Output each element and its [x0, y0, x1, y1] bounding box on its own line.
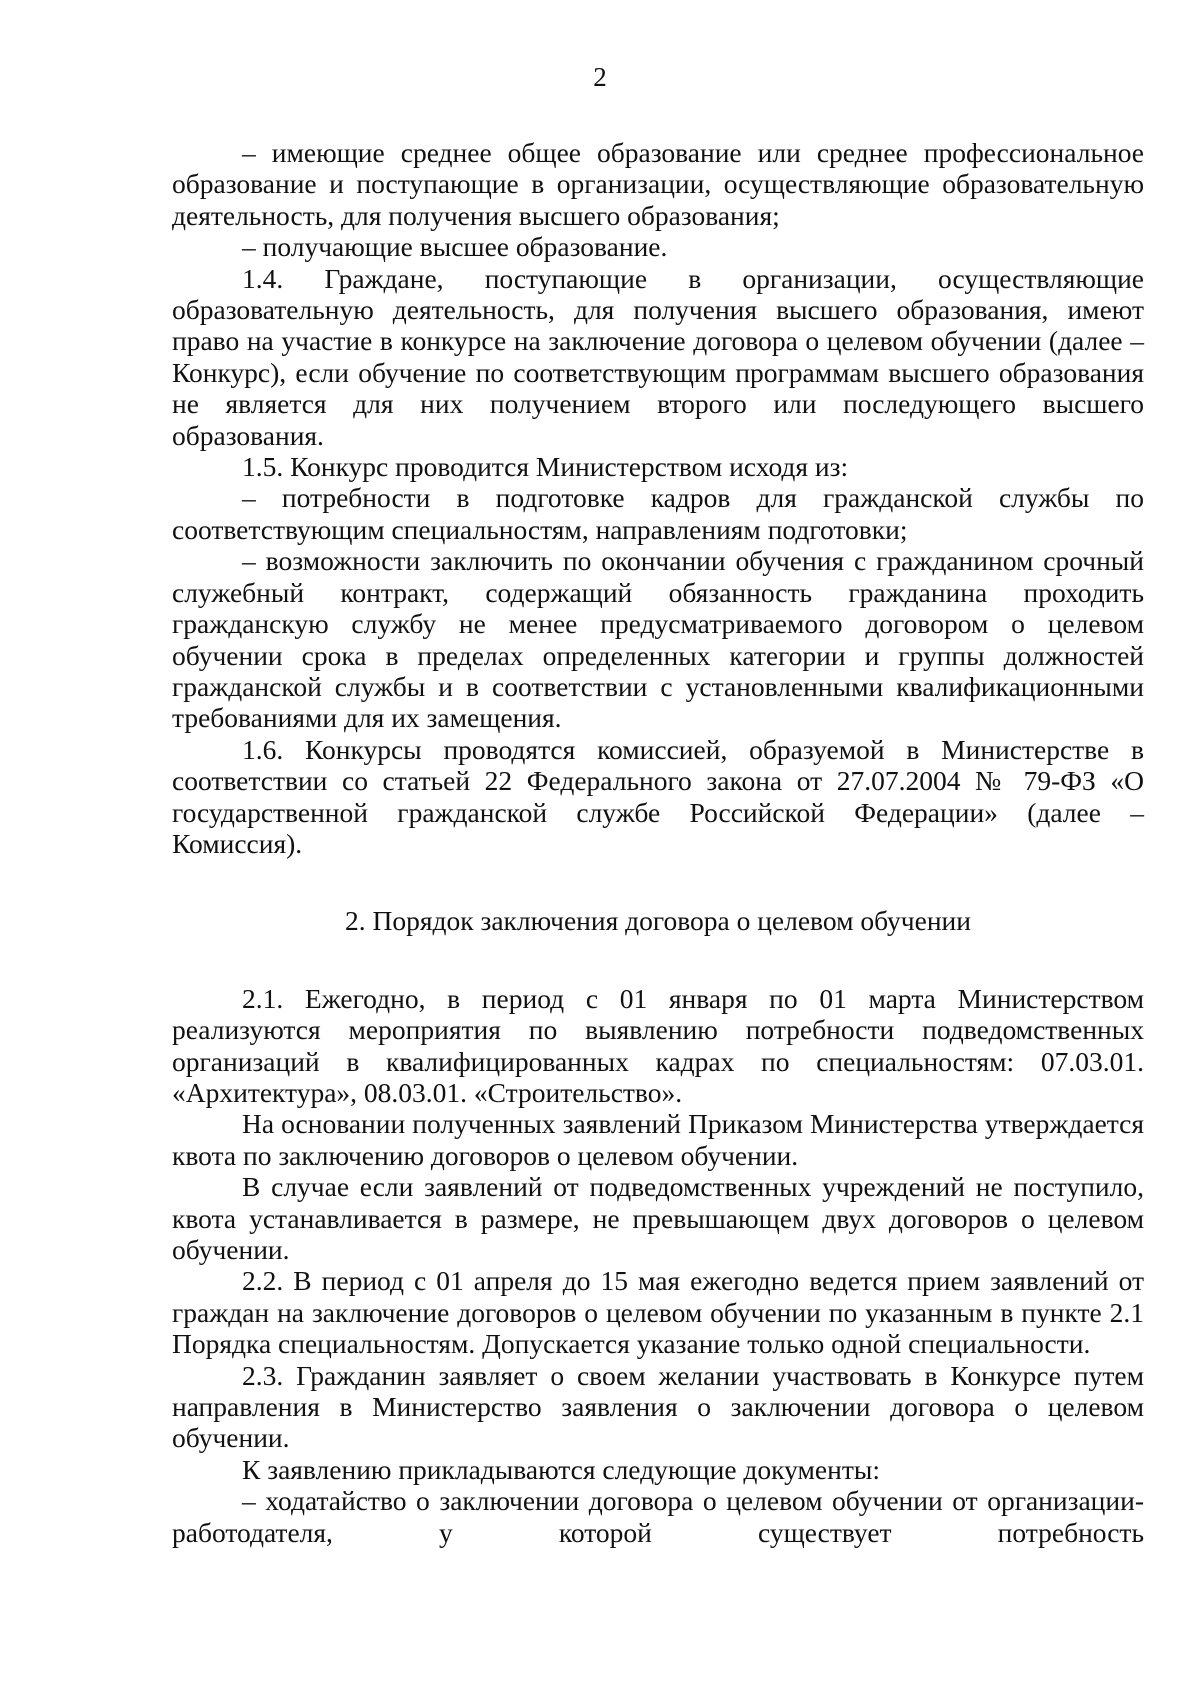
paragraph-service-contract: – возможности заключить по окончании обучения с гражданином срочный служебный контракт, содержащий обязанность гражданина проходить гражданскую службу не менее предусматриваемого договором о целевом обучении срока в пределах определенных категории и группы должностей гражданской службы и в соответствии с установленными квалификационными требованиями для их замещения.	[172, 545, 1144, 734]
paragraph-quota-default: В случае если заявлений от подведомственных учреждений не поступило, квота устанавливается в размере, не превышающем двух договоров о целевом обучении.	[172, 1171, 1144, 1265]
paragraph-2-3: 2.3. Гражданин заявляет о своем желании участвовать в Конкурсе путем направления в Министерство заявления о заключении договора о целевом обучении.	[172, 1359, 1144, 1454]
paragraph-secondary-education: – имеющие среднее общее образование или среднее профессиональное образование и поступающие в организации, осуществляющие образовательную деятельность, для получения высшего образования;	[172, 137, 1144, 231]
page-number: 2	[593, 62, 607, 92]
paragraph-1-5: 1.5. Конкурс проводится Министерством исходя из:	[242, 451, 849, 483]
paragraph-petition: – ходатайство о заключении договора о целевом обучении от организации-работодателя, у которой существует потребность	[172, 1485, 1144, 1548]
paragraph-2-1: 2.1. Ежегодно, в период с 01 января по 01 марта Министерством реализуются мероприятия по выявлению потребности подведомственных организаций в квалифицированных кадрах по специальностям: 07.03.01. «Архитектура», 08.03.01. «Строительство».	[172, 982, 1144, 1108]
paragraph-higher-education: – получающие высшее образование.	[242, 231, 668, 263]
paragraph-quota-order: На основании полученных заявлений Приказом Министерства утверждается квота по заключению договоров о целевом обучении.	[172, 1108, 1144, 1171]
paragraph-2-2: 2.2. В период с 01 апреля до 15 мая ежегодно ведется прием заявлений от граждан на заключение договоров о целевом обучении по указанным в пункте 2.1 Порядка специальностям. Допускается указание только одной специальности.	[172, 1265, 1144, 1360]
document-body	[172, 137, 1144, 1548]
paragraph-documents-intro: К заявлению прикладываются следующие документы:	[242, 1453, 880, 1485]
paragraph-1-6: 1.6. Конкурсы проводятся комиссией, образуемой в Министерстве в соответствии со статьей 22 Федерального закона от 27.07.2004 № 79-ФЗ «О государственной гражданской службе Российской Федерации» (далее – Комиссия).	[172, 733, 1144, 859]
paragraph-staffing-needs: – потребности в подготовке кадров для гражданской службы по соответствующим специальностям, направлениям подготовки;	[172, 482, 1144, 545]
section-heading: 2. Порядок заключения договора о целевом обучении	[344, 905, 971, 937]
paragraph-1-4: 1.4. Граждане, поступающие в организации, осуществляющие образовательную деятельность, для получения высшего образования, имеют право на участие в конкурсе на заключение договора о целевом обучении (далее – Конкурс), если обучение по соответствующим программам высшего образования не является для них получением второго или последующего высшего образования.	[172, 262, 1144, 451]
